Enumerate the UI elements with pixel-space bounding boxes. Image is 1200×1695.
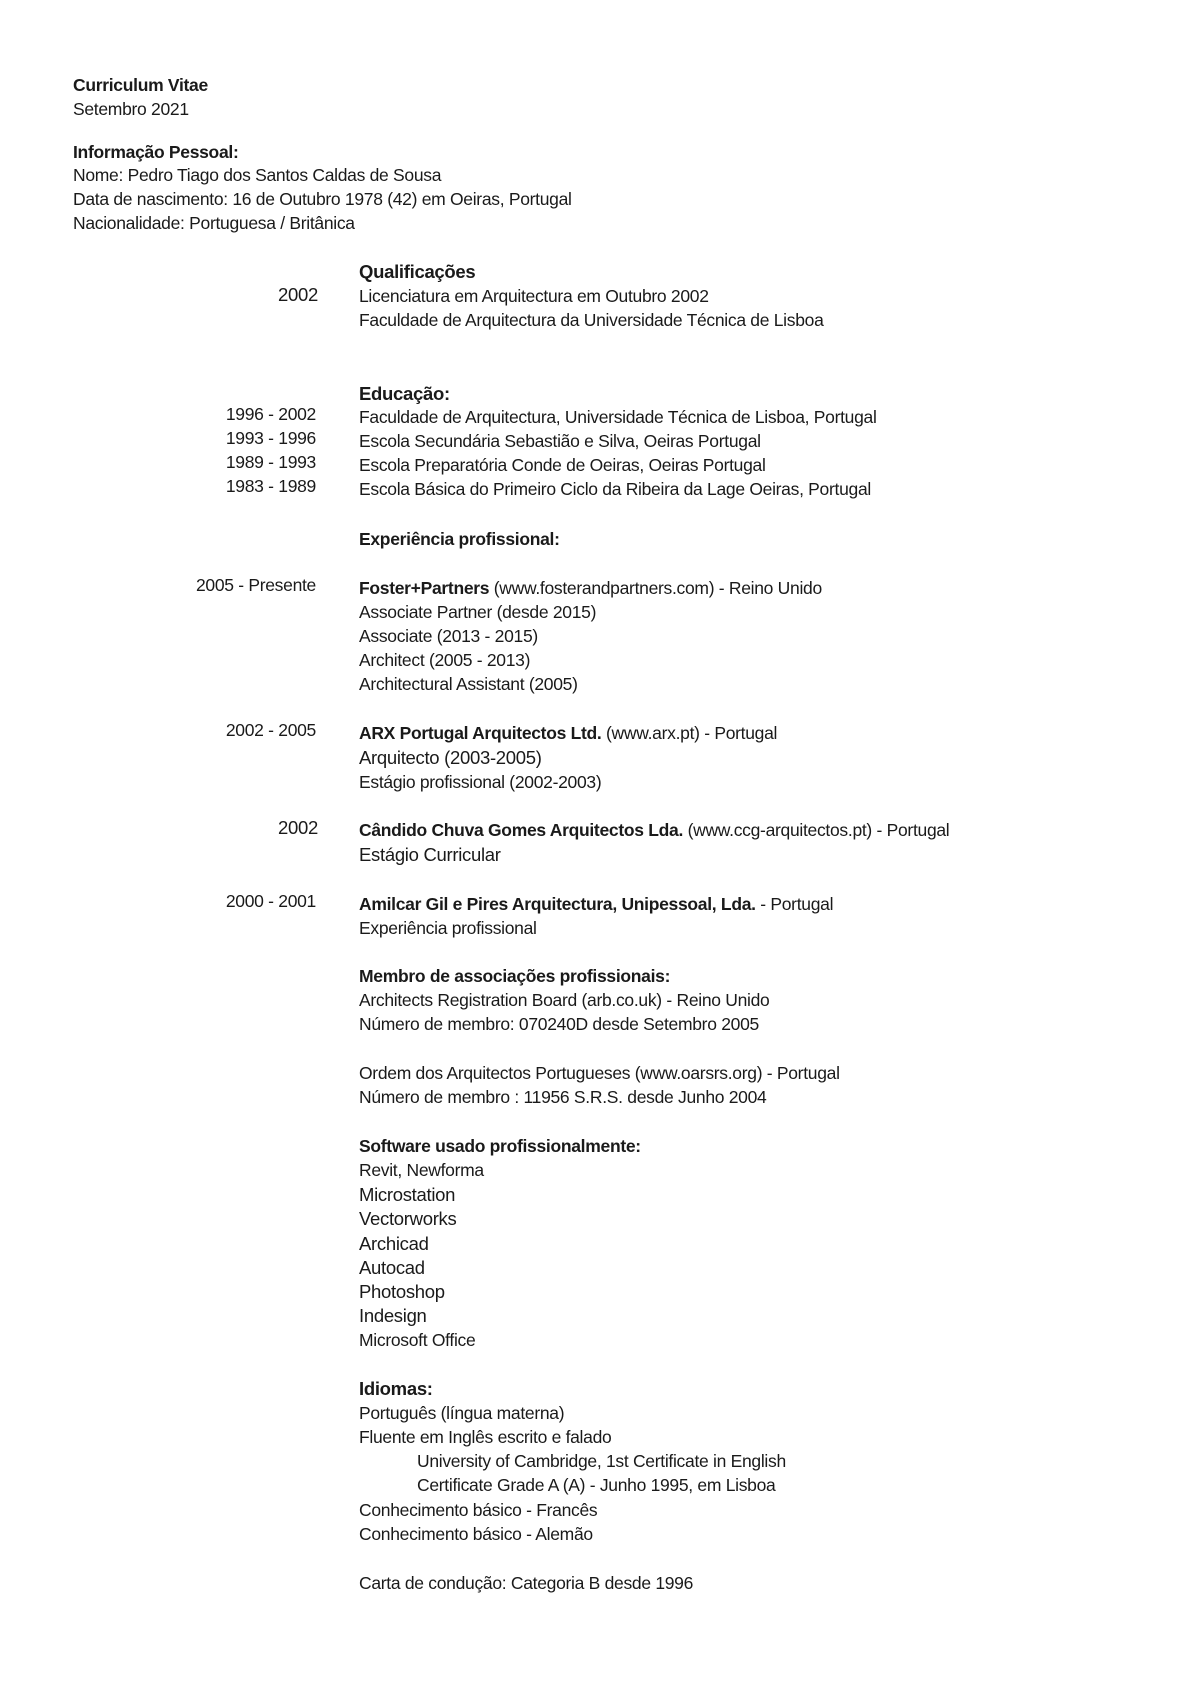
job-years: 2000 - 2001 [225,891,316,911]
software-item: Vectorworks [359,1208,457,1229]
qualifications-heading: Qualificações [359,261,476,282]
qualifications-year: 2002 [278,284,318,305]
education-heading: Educação: [359,383,450,404]
language-native: Português (língua materna) [359,1403,565,1423]
job-years: 2002 - 2005 [225,720,316,740]
education-years: 1996 - 2002 [225,404,316,424]
personal-birth: Data de nascimento: 16 de Outubro 1978 (42) em Oeiras, Portugal [73,189,572,209]
education-item: Escola Básica do Primeiro Ciclo da Ribeira da Lage Oeiras, Portugal [359,479,871,499]
job-company: Amilcar Gil e Pires Arquitectura, Unipessoal, Lda. [359,894,756,914]
job-role: Experiência profissional [359,918,537,938]
education-item: Escola Secundária Sebastião e Silva, Oeiras Portugal [359,431,761,451]
job-details: (www.arx.pt) - Portugal [601,723,778,743]
job-company: ARX Portugal Arquitectos Ltd. [359,723,602,743]
education-item: Escola Preparatória Conde de Oeiras, Oeiras Portugal [359,455,766,475]
oa-number: Número de membro : 11956 S.R.S. desde Junho 2004 [359,1087,767,1107]
job-header [359,822,949,840]
experience-heading: Experiência profissional: [359,529,560,549]
arb-membership: Architects Registration Board (arb.co.uk) - Reino Unido [359,990,770,1010]
education-years: 1993 - 1996 [225,428,316,448]
software-item: Revit, Newforma [359,1160,484,1180]
software-item: Microstation [359,1184,456,1205]
software-heading: Software usado profissionalmente: [359,1136,641,1156]
education-years: 1989 - 1993 [225,452,316,472]
job-header [359,580,822,598]
job-details: (www.fosterandpartners.com) - Reino Unido [489,578,822,598]
job-role: Associate (2013 - 2015) [359,626,538,646]
job-role: Estágio profissional (2002-2003) [359,772,602,792]
job-role: Architectural Assistant (2005) [359,674,578,694]
qualifications-school: Faculdade de Arquitectura da Universidade Técnica de Lisboa [359,310,824,330]
job-years: 2002 [278,817,318,838]
software-item: Microsoft Office [359,1330,476,1350]
software-item: Indesign [359,1305,427,1326]
english-certificate-grade: Certificate Grade A (A) - Junho 1995, em Lisboa [417,1475,776,1495]
education-years: 1983 - 1989 [225,476,316,496]
associations-heading: Membro de associações profissionais: [359,966,671,986]
languages-heading: Idiomas: [359,1378,433,1399]
software-item: Archicad [359,1233,429,1254]
document-title: Curriculum Vitae [73,75,208,95]
software-item: Photoshop [359,1281,445,1302]
job-years: 2005 - Presente [195,575,316,595]
qualifications-degree: Licenciatura em Arquitectura em Outubro 2002 [359,286,709,306]
document-date: Setembro 2021 [73,99,189,119]
job-company: Foster+Partners [359,578,490,598]
job-role: Estágio Curricular [359,844,501,865]
job-header [359,725,777,743]
arb-number: Número de membro: 070240D desde Setembro 2005 [359,1014,759,1034]
job-company: Cândido Chuva Gomes Arquitectos Lda. [359,820,684,840]
english-certificate: University of Cambridge, 1st Certificate in English [417,1451,786,1471]
language-german: Conhecimento básico - Alemão [359,1524,593,1544]
job-header [359,896,833,914]
job-role: Architect (2005 - 2013) [359,650,531,670]
driving-license: Carta de condução: Categoria B desde 1996 [359,1573,694,1593]
personal-heading: Informação Pessoal: [73,142,239,162]
software-item: Autocad [359,1257,425,1278]
personal-name: Nome: Pedro Tiago dos Santos Caldas de Sousa [73,165,442,185]
language-english: Fluente em Inglês escrito e falado [359,1427,612,1447]
job-details: (www.ccg-arquitectos.pt) - Portugal [683,820,950,840]
job-role: Arquitecto (2003-2005) [359,747,542,768]
job-details: - Portugal [755,894,834,914]
oa-membership: Ordem dos Arquitectos Portugueses (www.oarsrs.org) - Portugal [359,1063,840,1083]
job-role: Associate Partner (desde 2015) [359,602,597,622]
personal-nationality: Nacionalidade: Portuguesa / Britânica [73,213,355,233]
education-item: Faculdade de Arquitectura, Universidade Técnica de Lisboa, Portugal [359,407,877,427]
language-french: Conhecimento básico - Francês [359,1500,598,1520]
